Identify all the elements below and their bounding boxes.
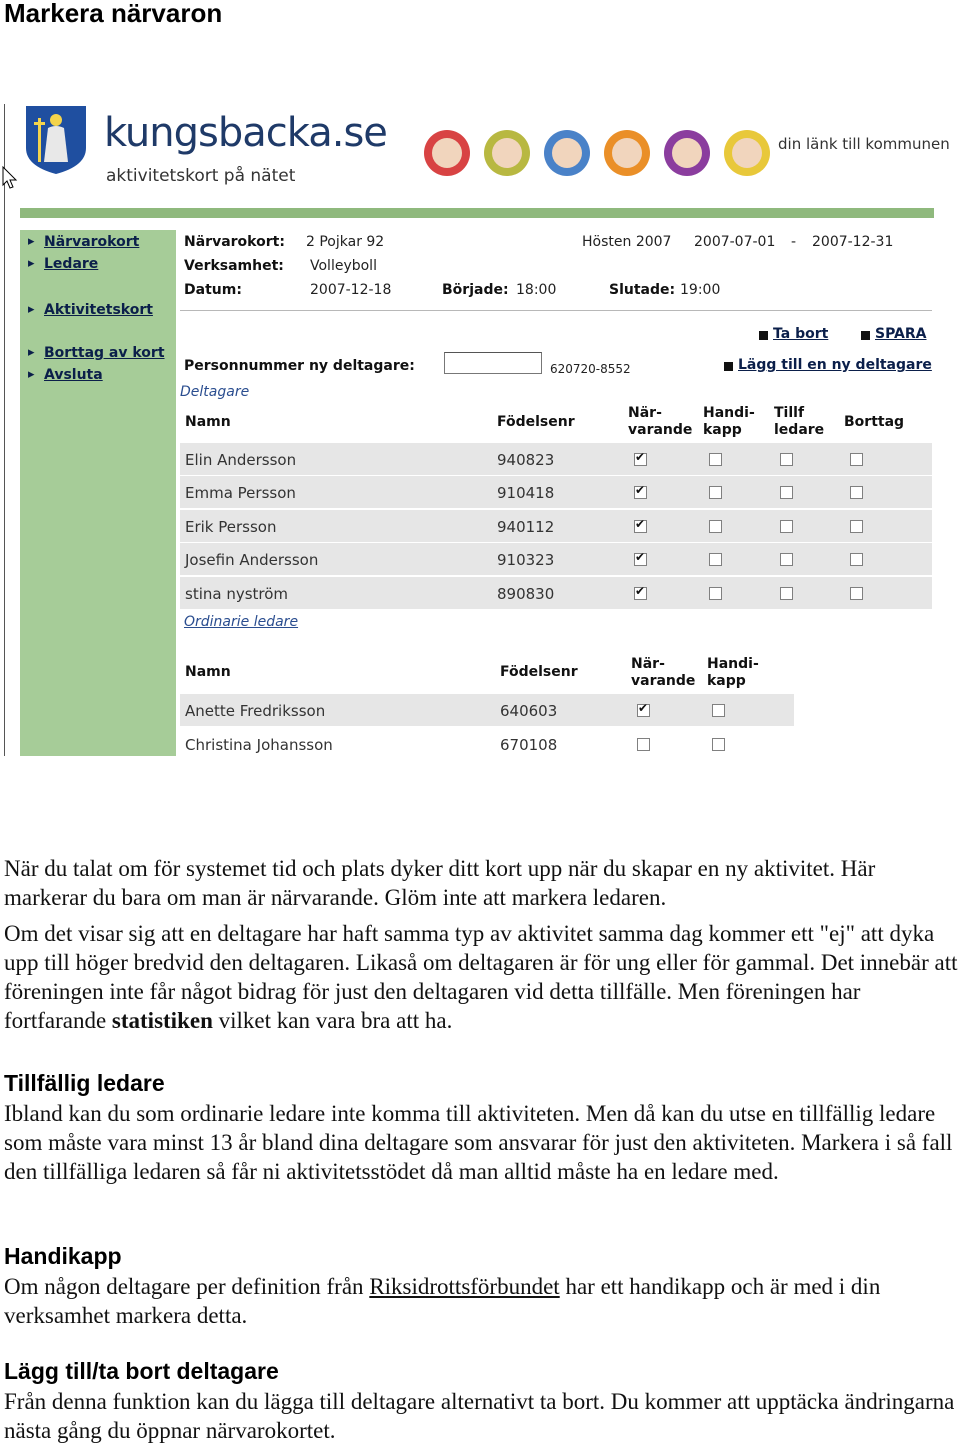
ledare-col-fodelsenr: Födelsenr <box>500 664 578 680</box>
face-avatar <box>484 130 530 176</box>
ledare-col-namn: Namn <box>185 664 231 680</box>
participant-birthnr: 940112 <box>497 517 555 536</box>
borttag-checkbox[interactable] <box>850 453 863 466</box>
narvarande-checkbox[interactable] <box>637 738 650 751</box>
participant-name: Erik Persson <box>185 517 277 536</box>
screenshot-border <box>4 104 5 756</box>
face-avatar <box>664 130 710 176</box>
tillf-checkbox[interactable] <box>780 486 793 499</box>
borjade-value: 18:00 <box>516 282 557 298</box>
tillf-checkbox[interactable] <box>780 520 793 533</box>
nav-item-avsluta[interactable]: ▸ Avsluta <box>44 367 103 383</box>
participant-name: Emma Persson <box>185 484 296 503</box>
col-handikapp-line2: kapp <box>703 422 742 438</box>
heading-tillfallig-ledare: Tillfällig ledare <box>4 1070 165 1096</box>
table-row <box>180 577 932 609</box>
paragraph-ej-text-end: vilket kan vara bra att ha. <box>212 1008 453 1033</box>
table-row <box>180 476 932 508</box>
paragraph-handikapp-text-end: har ett handikapp och är med i din verksamhet markera detta. <box>4 1274 881 1328</box>
ledare-col-handikapp-line1: Handi- <box>707 656 759 672</box>
ledare-col-narvarande <box>631 656 695 690</box>
col-narvarande-line2: varande <box>628 422 693 438</box>
statistiken-bold: statistiken <box>111 1008 213 1033</box>
paragraph-lagg-till: Från denna funktion kan du lägga till deltagare alternativt ta bort. Du kommer att upptäcka ändringarna nästa gång du öppnar närvarokortet. <box>4 1389 955 1443</box>
handikapp-checkbox[interactable] <box>712 738 725 751</box>
handikapp-checkbox[interactable] <box>709 486 722 499</box>
face-portrait <box>612 138 642 168</box>
handikapp-checkbox[interactable] <box>709 520 722 533</box>
participant-birthnr: 910323 <box>497 551 555 570</box>
borttag-checkbox[interactable] <box>850 486 863 499</box>
participant-name: stina nyström <box>185 584 289 603</box>
participant-birthnr: 890830 <box>497 584 555 603</box>
paragraph-ej-text: Om det visar sig att en deltagare har haft samma typ av aktivitet samma dag kommer ett "ej" att dyka upp till höger bredvid den deltagaren. Likaså om deltagaren är för ung eller för gammal. Det innebär att föreningen inte får något bidrag för just den deltagaren vid detta tillfälle. Men föreningen har fortfarande <box>4 921 958 1033</box>
nav-item-borttag-av-kort[interactable]: ▸ Borttag av kort <box>44 345 165 361</box>
leader-birthnr: 670108 <box>500 735 558 754</box>
datum-value: 2007-12-18 <box>310 282 392 298</box>
narvarokort-label: Närvarokort: <box>184 234 285 250</box>
tillf-checkbox[interactable] <box>780 587 793 600</box>
participant-birthnr: 940823 <box>497 451 555 469</box>
participant-birthnr: 910418 <box>497 484 555 503</box>
period-start: 2007-07-01 <box>694 234 776 250</box>
tillf-checkbox[interactable] <box>780 553 793 566</box>
leader-name: Anette Fredriksson <box>185 702 326 720</box>
table-row <box>180 543 932 575</box>
narvarande-checkbox[interactable] <box>634 453 647 466</box>
sidebar <box>20 230 176 756</box>
personnummer-hint: 620720-8552 <box>550 362 631 376</box>
table-row <box>180 694 794 726</box>
table-row <box>180 510 932 542</box>
borttag-checkbox[interactable] <box>850 553 863 566</box>
ledare-section-label: Ordinarie ledare <box>184 614 299 630</box>
col-handikapp <box>703 405 755 439</box>
spara-link[interactable]: SPARA <box>875 326 927 342</box>
face-portrait <box>432 138 462 168</box>
slutade-label: Slutade: <box>609 282 676 298</box>
face-portrait <box>492 138 522 168</box>
face-portrait <box>552 138 582 168</box>
heading-lagg-till: Lägg till/ta bort deltagare <box>4 1358 279 1384</box>
col-fodelsenr: Födelsenr <box>497 414 575 430</box>
verksamhet-value: Volleyboll <box>310 258 377 274</box>
table-row <box>180 443 932 475</box>
page-title: Markera närvaron <box>4 0 223 28</box>
handikapp-checkbox[interactable] <box>712 704 725 717</box>
table-row <box>180 728 794 760</box>
participant-name: Josefin Andersson <box>185 551 319 570</box>
period-label: Hösten 2007 <box>582 234 672 250</box>
face-avatar <box>544 130 590 176</box>
leader-birthnr: 640603 <box>500 702 558 720</box>
handikapp-checkbox[interactable] <box>709 453 722 466</box>
face-avatar <box>424 130 470 176</box>
col-namn: Namn <box>185 414 231 430</box>
kungsbacka-logo-icon <box>24 104 88 176</box>
handikapp-checkbox[interactable] <box>709 587 722 600</box>
site-brand[interactable]: kungsbacka.se <box>104 110 387 156</box>
nav-item-narvarokort[interactable]: ▸ Närvarokort <box>44 234 139 250</box>
header-bar <box>20 208 934 218</box>
col-tillf-ledare <box>774 405 824 439</box>
slutade-value: 19:00 <box>680 282 721 298</box>
face-avatar <box>604 130 650 176</box>
faces-banner <box>424 130 774 178</box>
col-narvarande <box>628 405 692 439</box>
period-end: 2007-12-31 <box>812 234 894 250</box>
paragraph-handikapp-text: Om någon deltagare per definition från <box>4 1274 370 1299</box>
narvarande-checkbox[interactable] <box>634 486 647 499</box>
ledare-col-handikapp-line2: kapp <box>707 673 746 689</box>
ledare-col-narvarande-line1: När- <box>631 656 665 672</box>
col-borttag: Borttag <box>844 414 905 430</box>
face-portrait <box>732 138 762 168</box>
divider <box>180 310 932 311</box>
paragraph-tillfallig: Ibland kan du som ordinarie ledare inte komma till aktiviteten. Men då kan du utse en tillfällig ledare som måste vara minst 13 år bland dina deltagare som ansvarar för just den aktiviteten. Markera i så fall den tillfälliga ledaren så får ni aktivitetsstödet då man alltid måste ha en ledare med. <box>4 1101 953 1184</box>
ledare-col-handikapp <box>707 656 759 690</box>
borttag-checkbox[interactable] <box>850 520 863 533</box>
datum-label: Datum: <box>184 282 242 298</box>
narvarokort-value: 2 Pojkar 92 <box>306 234 385 250</box>
face-portrait <box>672 138 702 168</box>
nav-item-aktivitetskort[interactable]: ▸ Aktivitetskort <box>44 302 153 318</box>
leader-name: Christina Johansson <box>185 735 333 754</box>
participant-name: Elin Andersson <box>185 451 297 469</box>
borttag-checkbox[interactable] <box>850 587 863 600</box>
deltagare-section-label: Deltagare <box>180 384 250 400</box>
col-handikapp-line1: Handi- <box>703 405 755 421</box>
riksidrottsforbundet-link[interactable]: Riksidrottsförbundet <box>369 1274 560 1299</box>
narvarande-checkbox[interactable] <box>634 587 647 600</box>
tillf-checkbox[interactable] <box>780 453 793 466</box>
borjade-label: Började: <box>442 282 509 298</box>
narvarande-checkbox[interactable] <box>634 520 647 533</box>
paragraph-handikapp <box>4 1272 960 1330</box>
verksamhet-label: Verksamhet: <box>184 258 284 274</box>
personnummer-input[interactable] <box>444 352 542 374</box>
personnummer-label: Personnummer ny deltagare: <box>184 358 415 374</box>
mouse-cursor-icon <box>2 166 18 190</box>
ledare-col-narvarande-line2: varande <box>631 673 696 689</box>
heading-handikapp: Handikapp <box>4 1243 122 1269</box>
col-narvarande-line1: När- <box>628 405 662 421</box>
site-tagline: aktivitetskort på nätet <box>106 166 296 186</box>
paragraph-intro: När du talat om för systemet tid och plats dyker ditt kort upp när du skapar en ny aktivitet. Här markerar du bara om man är närvarande. Glöm inte att markera ledaren. <box>4 856 876 910</box>
nav-item-ledare[interactable]: ▸ Ledare <box>44 256 98 272</box>
ta-bort-link[interactable]: Ta bort <box>773 326 829 342</box>
kommun-link[interactable]: din länk till kommunen <box>778 135 950 153</box>
col-tillf-line1: Tillf <box>774 405 805 421</box>
period-dash: - <box>791 234 797 250</box>
face-avatar <box>724 130 770 176</box>
handikapp-checkbox[interactable] <box>709 553 722 566</box>
narvarande-checkbox[interactable] <box>634 553 647 566</box>
col-tillf-line2: ledare <box>774 422 825 438</box>
paragraph-ej <box>4 919 960 1035</box>
lagg-till-deltagare-link[interactable]: Lägg till en ny deltagare <box>738 357 932 373</box>
narvarande-checkbox[interactable] <box>637 704 650 717</box>
